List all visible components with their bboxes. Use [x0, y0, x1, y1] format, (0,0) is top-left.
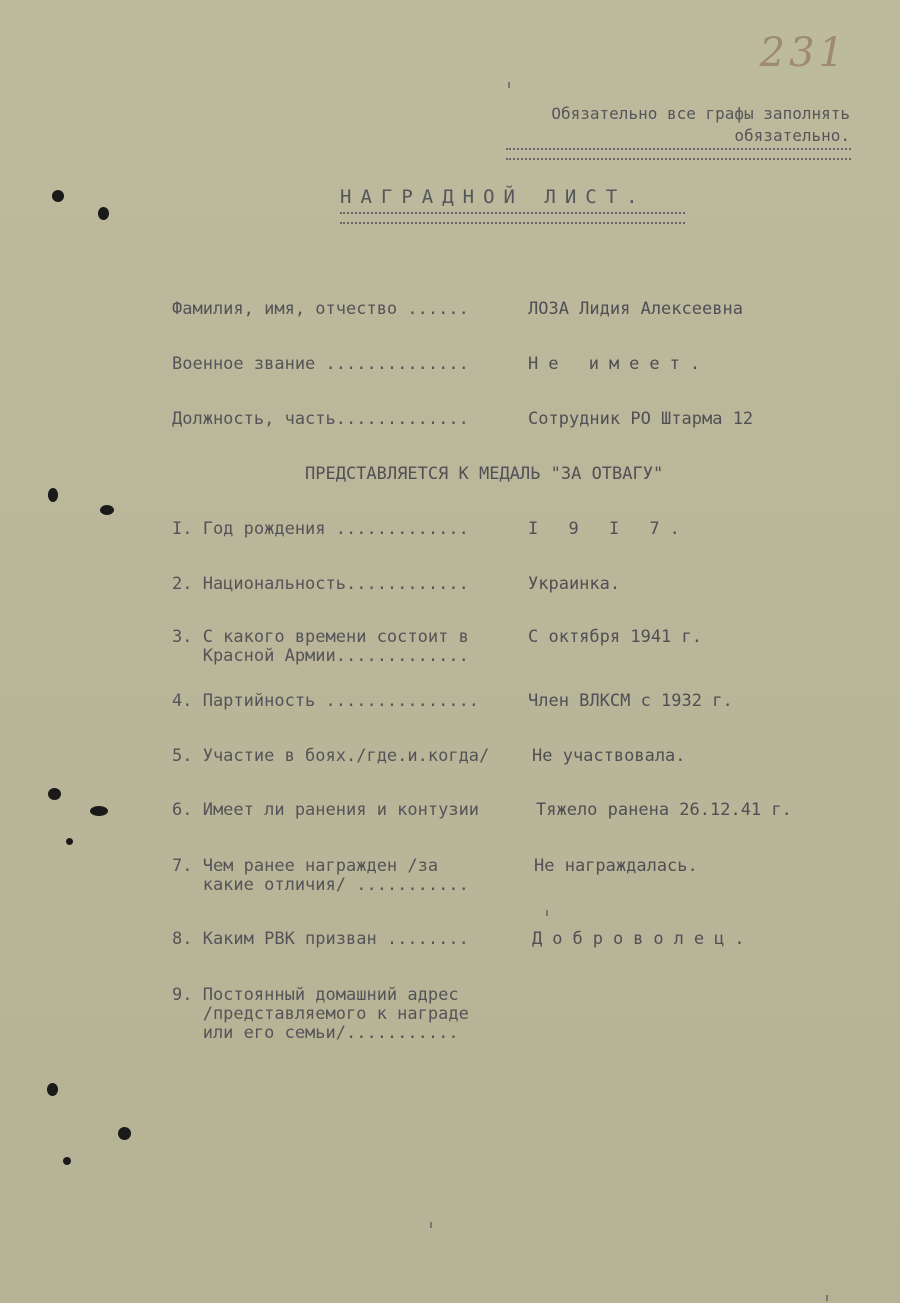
item-value: Тяжело ранена 26.12.41 г. — [536, 800, 792, 820]
item-label: 3. С какого времени состоит в — [172, 627, 469, 647]
title-underline — [340, 212, 685, 224]
instruction-note — [551, 103, 850, 147]
item-label-continued: или его семьи/........... — [172, 1023, 459, 1043]
position-unit-value: Сотрудник РО Штарма 12 — [528, 409, 754, 429]
item-label-continued: /представляемого к награде — [172, 1004, 469, 1024]
item-label-continued: какие отличия/ ........... — [172, 875, 469, 895]
item-value: Украинка. — [528, 574, 621, 594]
item-label: 9. Постоянный домашний адрес — [172, 985, 459, 1005]
item-label: 6. Имеет ли ранения и контузии — [172, 800, 480, 820]
punch-hole — [118, 1127, 131, 1140]
punch-hole — [98, 207, 109, 220]
pinprick-mark — [430, 1222, 432, 1228]
item-label: 2. Национальность............ — [172, 574, 469, 594]
note-underline — [506, 148, 851, 160]
punch-hole — [100, 505, 114, 515]
pinprick-mark — [826, 1295, 828, 1301]
punch-hole — [52, 190, 64, 202]
punch-hole — [48, 488, 58, 502]
punch-hole — [63, 1157, 71, 1165]
item-value: Не награждалась. — [534, 856, 698, 876]
full-name-value: ЛОЗА Лидия Алексеевна — [528, 299, 743, 319]
item-value: Член ВЛКСМ с 1932 г. — [528, 691, 733, 711]
pinprick-mark — [508, 82, 510, 88]
item-value: I 9 I 7. — [528, 519, 690, 539]
instruction-note-line-1: Обязательно все графы заполнять — [551, 104, 850, 123]
position-unit-label: Должность, часть............. — [172, 409, 469, 429]
item-value: Доброволец. — [532, 929, 755, 949]
military-rank-value: Не имеет. — [528, 354, 711, 374]
military-rank-label: Военное звание .............. — [172, 354, 469, 374]
full-name-label: Фамилия, имя, отчество ...... — [172, 299, 469, 319]
item-label: 7. Чем ранее награжден /за — [172, 856, 439, 876]
item-label-continued: Красной Армии............. — [172, 646, 469, 666]
document-title: НАГРАДНОЙ ЛИСТ. — [340, 186, 647, 208]
item-label: I. Год рождения ............. — [172, 519, 469, 539]
punch-hole — [66, 838, 73, 845]
award-subtitle: ПРЕДСТАВЛЯЕТСЯ К МЕДАЛЬ "ЗА ОТВАГУ" — [305, 464, 664, 484]
page-number: 231 — [759, 30, 848, 76]
item-value: Не участвовала. — [532, 746, 686, 766]
item-label: 4. Партийность ............... — [172, 691, 480, 711]
item-label: 8. Каким РВК призван ........ — [172, 929, 469, 949]
item-label: 5. Участие в боях./где.и.когда/ — [172, 746, 490, 766]
punch-hole — [47, 1083, 58, 1096]
punch-hole — [48, 788, 61, 800]
item-value: С октября 1941 г. — [528, 627, 702, 647]
punch-hole — [90, 806, 108, 816]
pinprick-mark — [546, 910, 548, 916]
instruction-note-line-2: обязательно. — [734, 126, 850, 145]
